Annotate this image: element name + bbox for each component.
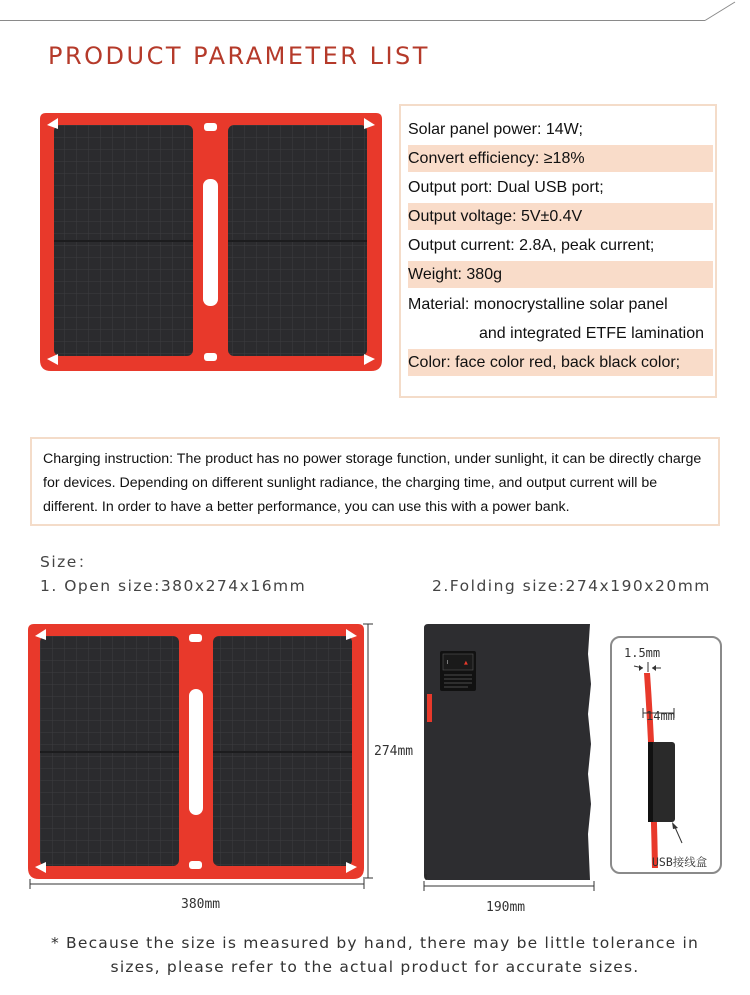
width-label: 380mm	[181, 897, 221, 912]
svg-text:I: I	[447, 660, 449, 666]
width-dimension-line	[28, 878, 368, 890]
tolerance-note	[0, 931, 750, 979]
param-power: Solar panel power: 14W;	[408, 121, 583, 138]
fold-width-label: 190mm	[486, 900, 526, 915]
height-label: 274mm	[374, 744, 414, 759]
solar-panel-image	[40, 113, 382, 371]
param-material-cont: and integrated ETFE lamination	[479, 325, 705, 342]
usb-box-label: USB接线盒	[652, 855, 708, 869]
fold-width-dimension-line	[422, 880, 598, 892]
header-divider	[0, 20, 705, 21]
param-efficiency: Convert efficiency: ≥18%	[408, 145, 713, 172]
tolerance-note-line1: * Because the size is measured by hand, there may be little tolerance in	[50, 934, 700, 952]
svg-text:▲: ▲	[464, 660, 468, 666]
thickness-label: 1.5mm	[624, 646, 661, 660]
charging-instruction: Charging instruction: The product has no power storage function, under sunlight, it can be directly charge for devices. Depending on different sunlight radiance, the charging time, and output current will be different. In order to have a better performance, you can use this with a power bank.	[30, 437, 720, 526]
folded-panel-image	[424, 624, 594, 884]
side-profile-callout	[610, 636, 722, 874]
box-depth-label: 14mm	[646, 709, 675, 723]
param-material: Material: monocrystalline solar panel	[408, 296, 668, 313]
param-output-current: Output current: 2.8A, peak current;	[408, 237, 655, 254]
page-title: PRODUCT PARAMETER LIST	[48, 42, 430, 70]
folding-size: 2.Folding size:274x190x20mm	[432, 577, 711, 595]
param-weight: Weight: 380g	[408, 261, 713, 288]
param-output-port: Output port: Dual USB port;	[408, 179, 604, 196]
open-panel-image	[28, 624, 364, 879]
size-heading: Size：	[40, 553, 95, 571]
param-output-voltage: Output voltage: 5V±0.4V	[408, 203, 713, 230]
header-corner-line	[700, 0, 740, 22]
tolerance-note-line2: sizes, please refer to the actual product for accurate sizes.	[110, 958, 640, 976]
parameter-list	[399, 104, 717, 398]
height-dimension-line	[362, 622, 374, 882]
side-profile-image	[612, 638, 722, 874]
param-color: Color: face color red, back black color;	[408, 349, 713, 376]
open-size: 1. Open size:380x274x16mm	[40, 577, 307, 595]
